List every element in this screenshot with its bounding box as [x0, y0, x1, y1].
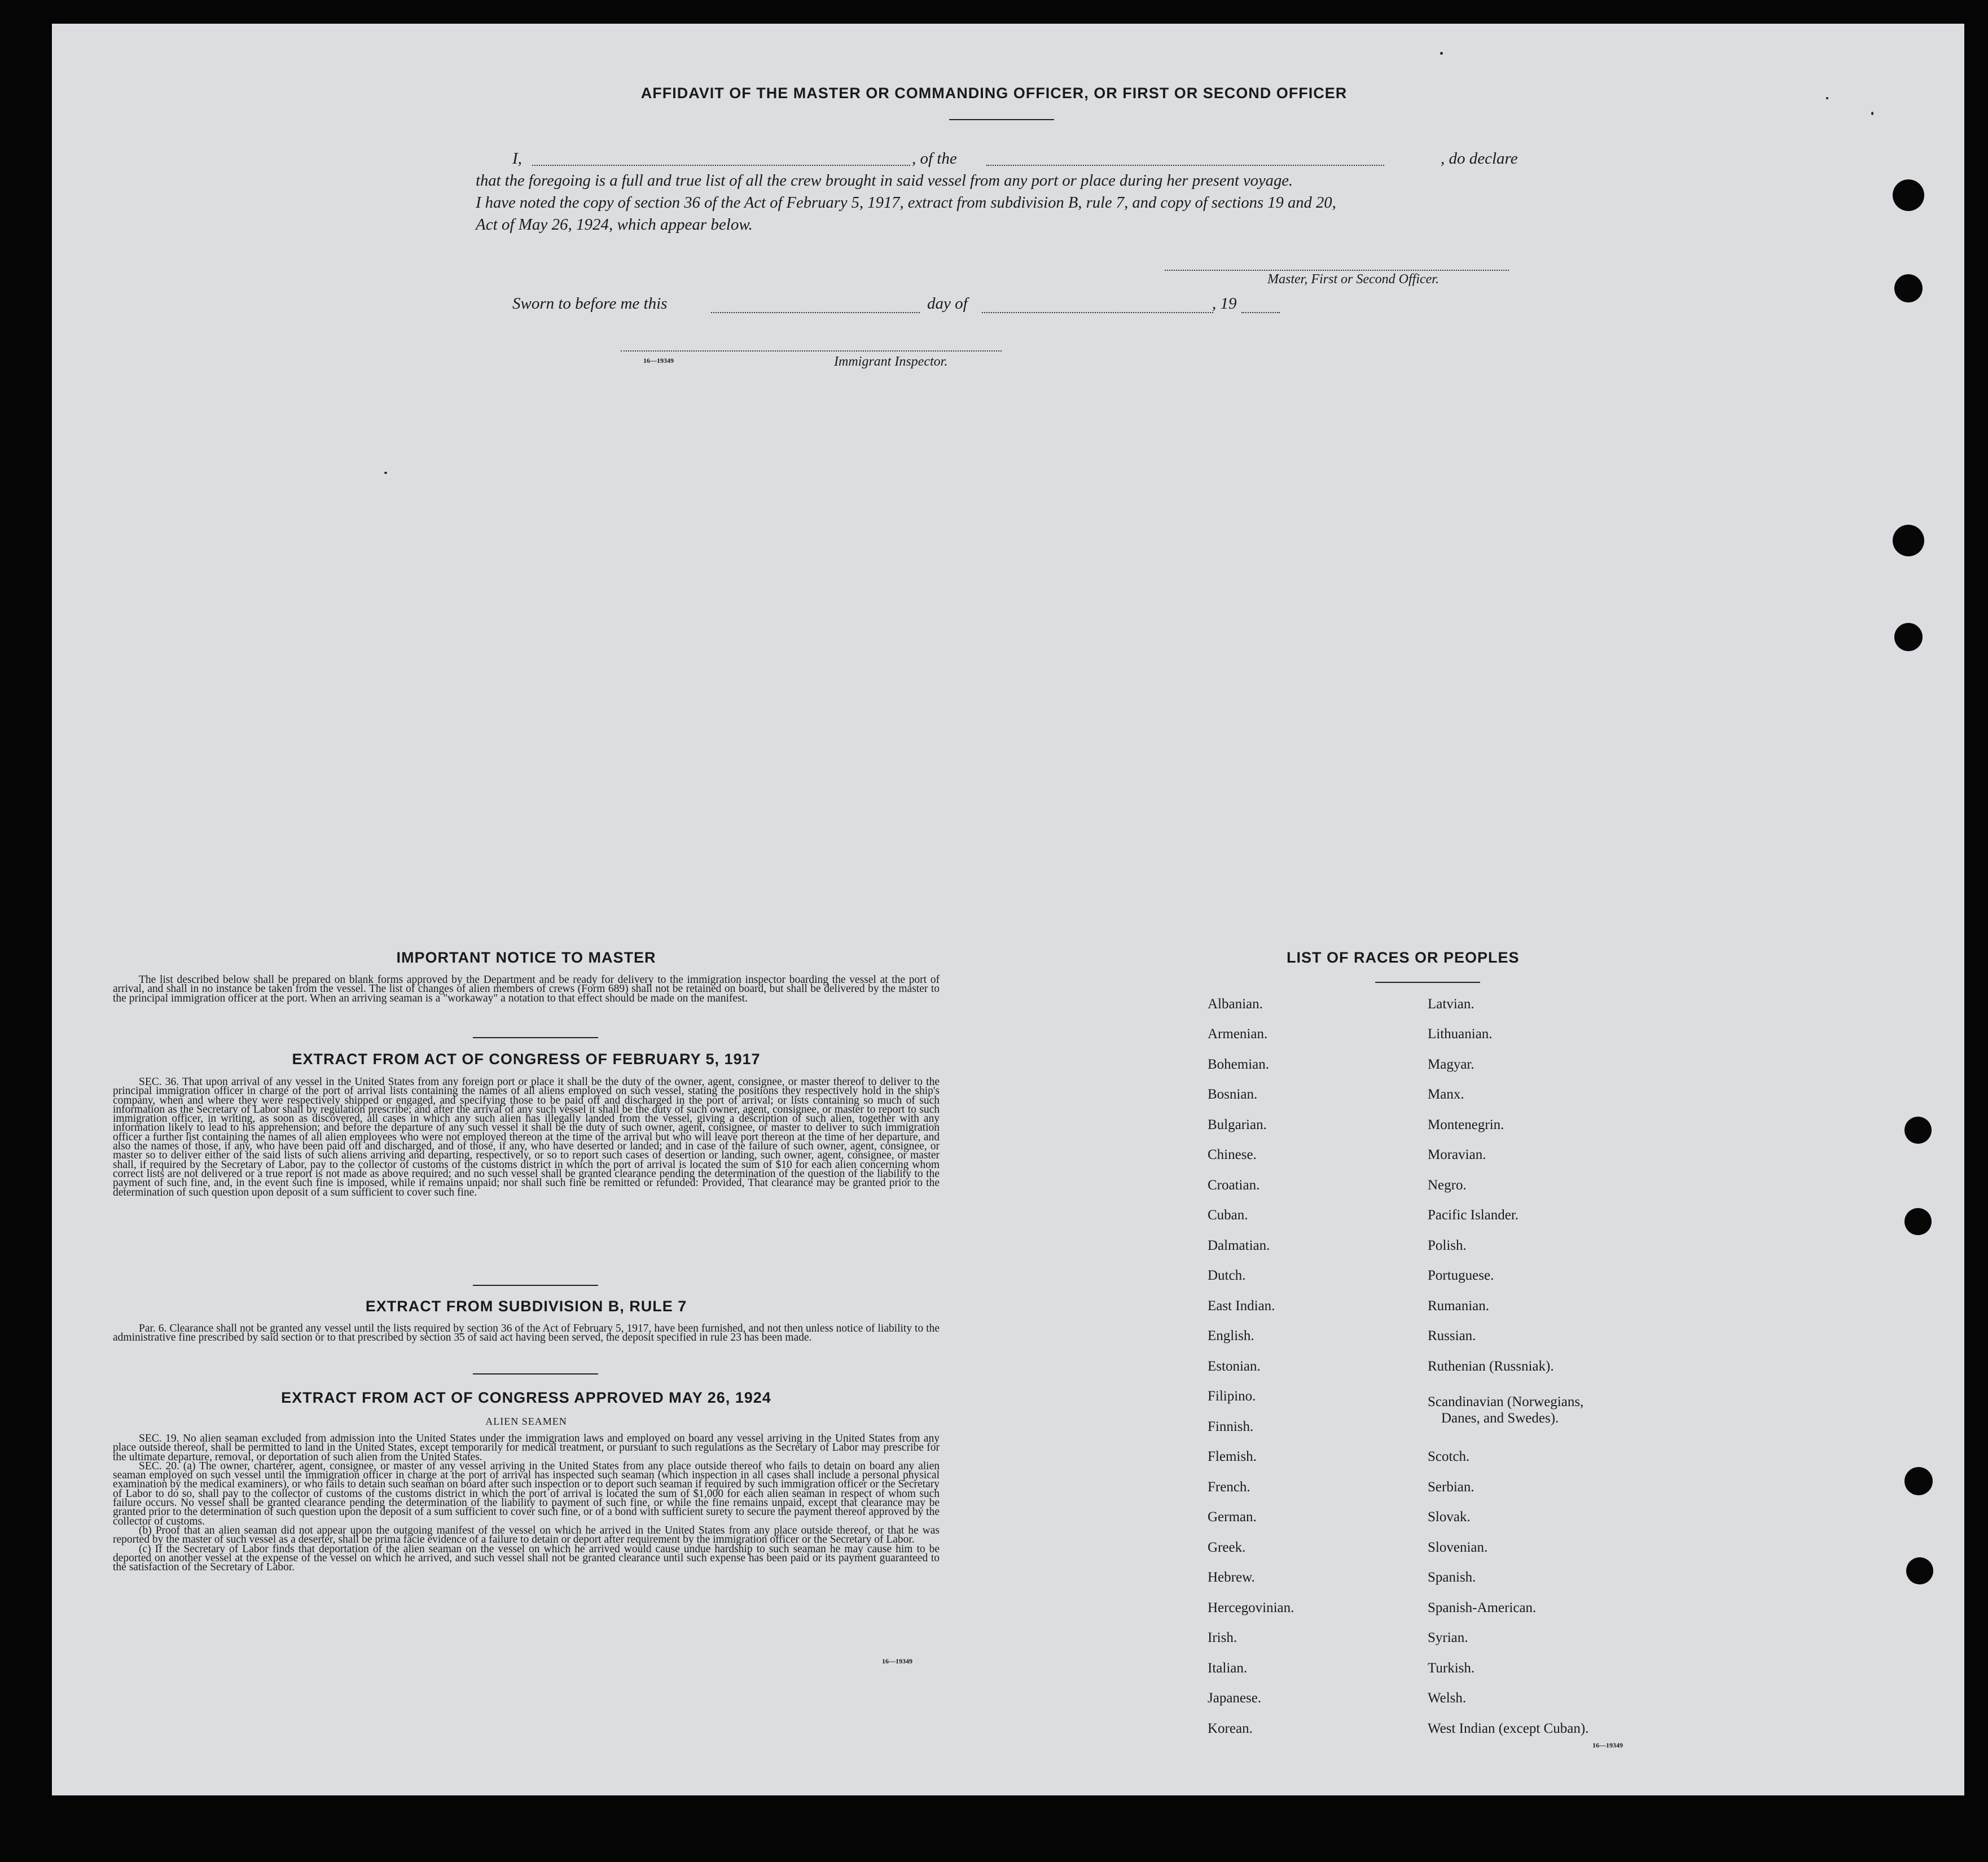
race-item: Korean. [1208, 1721, 1253, 1736]
race-item: Negro. [1428, 1178, 1467, 1193]
race-item: Dutch. [1208, 1268, 1246, 1283]
speck [1440, 52, 1443, 55]
sworn-label: Sworn to before me this [512, 295, 668, 313]
race-item: Italian. [1208, 1661, 1248, 1676]
race-item: Ruthenian (Russniak). [1428, 1359, 1554, 1374]
section-20b-paragraph: (b) Proof that an alien seaman did not appear upon the outgoing manifest of the vessel on which he arrived in the United States from any place outside thereof, or that he was reported by the master of such vessel as a deserter, shall be prima facie evidence of a failure to detain or deport after requirement by the immigration officer or the Secretary of Labor. [113, 1524, 940, 1546]
race-item: Pacific Islander. [1428, 1207, 1519, 1223]
notice-text [113, 976, 940, 1003]
section-36-paragraph: SEC. 36. That upon arrival of any vessel in the United States from any foreign port or place it shall be the duty of the owner, agent, consignee, or master thereof to deliver to the principal immigration officer in charge of the port of arrival lists containing the names of all aliens employed on such vessel, stating the positions they respectively hold in the ship's company, when and where they were respectively shipped or engaged, and specifying those to be paid off and discharged in the port of arrival; or lists containing so much of such information as the Secretary of Labor shall by regulation prescribe; and after the arrival of any such vessel it shall be the duty of such owner, agent, consignee, or master to report to such immigration officer, in writing, as soon as discovered, all cases in which any such alien has illegally landed from the vessel, giving a description of such alien, together with any information likely to lead to his apprehension; and before the departure of any such vessel it shall be the duty of such owner, agent, consignee, or master to deliver to such immigration officer a further list containing the names of all alien employees who were not employed thereon at the time of the arrival but who will leave port thereon at the time of her departure, and also the names of those, if any, who have been paid off and discharged, and of those, if any, who have deserted or landed; and in case of the failure of such owner, agent, consignee, or master so to deliver either of the said lists of such aliens arriving and departing, respectively, or so to report such cases of desertion or landing, such owner, agent, consignee, or master shall, if required by the Secretary of Labor, pay to the collector of customs of the customs district in which the port of arrival is located the sum of $10 for each alien concerning whom correct lists are not delivered or a true report is not made as above required; and no such vessel shall be granted clearance pending the determination of the question of the liability to the payment of such fine, and, in the event such fine is imposed, while it remains unpaid; nor shall such fine be remitted or refunded: Provided, That clearance may be granted prior to the determination of such question upon deposit of a sum sufficient to cover such fine. [113, 1076, 940, 1198]
race-item: Greek. [1208, 1540, 1246, 1555]
of-the-label: , of the [912, 150, 957, 168]
race-item: Flemish. [1208, 1449, 1257, 1464]
name-blank[interactable] [532, 165, 910, 166]
race-item: East Indian. [1208, 1298, 1275, 1314]
race-item: Welsh. [1428, 1690, 1467, 1706]
day-of-label: day of [927, 295, 968, 313]
notice-title: IMPORTANT NOTICE TO MASTER [396, 949, 656, 966]
race-item: Turkish. [1428, 1661, 1475, 1676]
sworn-day-blank[interactable] [711, 312, 920, 313]
title-divider [949, 119, 1054, 120]
punch-hole-1 [1893, 179, 1924, 211]
inspector-signature-line[interactable] [621, 350, 1002, 352]
year-label: , 19 [1212, 295, 1237, 313]
year-blank[interactable] [1241, 312, 1280, 313]
form-number: 16—19349 [882, 1657, 912, 1665]
race-item: Armenian. [1208, 1026, 1268, 1042]
section-divider [473, 1373, 598, 1374]
race-item: Spanish-American. [1428, 1600, 1537, 1615]
race-item: Croatian. [1208, 1178, 1260, 1193]
race-item: Chinese. [1208, 1147, 1257, 1162]
form-number: 16—19349 [1592, 1741, 1623, 1749]
race-item: French. [1208, 1479, 1250, 1495]
declaration-line-4: Act of May 26, 1924, which appear below. [476, 216, 753, 234]
race-item: Bosnian. [1208, 1087, 1258, 1102]
extract-1924-title: EXTRACT FROM ACT OF CONGRESS APPROVED MAY 26, 1924 [281, 1389, 771, 1406]
punch-hole-4 [1894, 623, 1923, 651]
punch-hole-8 [1906, 1557, 1933, 1584]
section-divider [473, 1285, 598, 1286]
punch-hole-2 [1894, 274, 1923, 302]
paragraph-6: Par. 6. Clearance shall not be granted any vessel until the lists required by section 36 of the Act of February 5, 1917, have been furnished, and not then unless notice of liability to the administrative fine prescribed by said section or to that prescribed by section 35 of said act having been served, the deposit specified in rule 23 has been made. [113, 1323, 940, 1344]
speck [384, 472, 387, 474]
race-item: Estonian. [1208, 1359, 1261, 1374]
race-item: Slovenian. [1428, 1540, 1488, 1555]
extract-rule7-title: EXTRACT FROM SUBDIVISION B, RULE 7 [365, 1298, 687, 1315]
race-item: Syrian. [1428, 1630, 1468, 1645]
race-item: Spanish. [1428, 1570, 1476, 1585]
section-20c-paragraph: (c) If the Secretary of Labor finds that deportation of the alien seaman on the vessel on which he arrived would cause undue hardship to such seaman he may cause him to be deported on another vessel at the expense of the vessel on which he arrived, and such vessel shall not be granted clearance until such expense has been paid or its payment guaranteed to the satisfaction of the Secretary of Labor. [113, 1543, 940, 1574]
race-item: Bohemian. [1208, 1057, 1270, 1072]
do-declare-label: , do declare [1441, 150, 1518, 168]
extract-1924-text [113, 1434, 940, 1572]
race-item: Serbian. [1428, 1479, 1474, 1495]
form-number: 16—19349 [643, 357, 674, 365]
race-item: Finnish. [1208, 1419, 1254, 1434]
race-item: Hebrew. [1208, 1570, 1255, 1585]
race-item: Bulgarian. [1208, 1117, 1267, 1132]
race-item: Hercegovinian. [1208, 1600, 1294, 1615]
race-item: Magyar. [1428, 1057, 1474, 1072]
race-item: Irish. [1208, 1630, 1237, 1645]
declaration [476, 148, 1531, 238]
race-item: Dalmatian. [1208, 1238, 1270, 1253]
speck [1871, 112, 1873, 115]
race-item: Manx. [1428, 1087, 1464, 1102]
declaration-line-2: that the foregoing is a full and true list of all the crew brought in said vessel from any port or place during her present voyage. [476, 172, 1293, 190]
race-item: Danes, and Swedes). [1441, 1411, 1559, 1426]
race-item: Rumanian. [1428, 1298, 1490, 1314]
section-divider [473, 1037, 598, 1038]
race-item: Scotch. [1428, 1449, 1470, 1464]
vessel-blank[interactable] [986, 165, 1384, 166]
signature-caption: Master, First or Second Officer. [1267, 272, 1439, 287]
section-19-paragraph: SEC. 19. No alien seaman excluded from admission into the United States under the immigration laws and employed on board any vessel arriving in the United States from any place outside thereof, shall be permitted to land in the United States, except temporarily for medical treatment, or pursuant to such regulations as the Secretary of Labor may prescribe for the ultimate departure, removal, or deportation of such alien from the United States. [113, 1433, 940, 1463]
race-item: Montenegrin. [1428, 1117, 1504, 1132]
declaration-line-3: I have noted the copy of section 36 of the Act of February 5, 1917, extract from subdivision B, rule 7, and copy of sections 19 and 20, [476, 194, 1336, 212]
signature-line[interactable] [1165, 270, 1509, 271]
punch-hole-6 [1904, 1208, 1932, 1235]
inspector-caption: Immigrant Inspector. [834, 354, 948, 369]
race-item: Portuguese. [1428, 1268, 1494, 1283]
alien-seamen-subtitle: ALIEN SEAMEN [485, 1416, 567, 1427]
race-item: Scandinavian (Norwegians, [1428, 1394, 1584, 1409]
punch-hole-5 [1904, 1117, 1932, 1144]
affidavit-title: AFFIDAVIT OF THE MASTER OR COMMANDING OFFICER, OR FIRST OR SECOND OFFICER [640, 85, 1348, 102]
race-item: German. [1208, 1509, 1257, 1525]
extract-1917-title: EXTRACT FROM ACT OF CONGRESS OF FEBRUARY 5, 1917 [292, 1051, 761, 1068]
punch-hole-7 [1904, 1467, 1933, 1495]
punch-hole-3 [1893, 525, 1924, 556]
section-20a-paragraph: SEC. 20. (a) The owner, charterer, agent, consignee, or master of any vessel arriving in the United States from any place outside thereof who fails to detain on board any alien seaman employed on such vessel until the immigration officer in charge at the port of arrival has inspected such seaman (which inspection in all cases shall include a personal physical examination by the medical examiners), or who fails to detain such seaman on board after such inspection or to deport such seaman if required by such immigration officer or the Secretary of Labor to do so, shall pay to the collector of customs of the customs district in which the port of arrival is located the sum of $1,000 for each alien seaman in respect of whom such failure occurs. No vessel shall be granted clearance pending the determination of the liability to payment of such fine, or while the fine remains unpaid, except that clearance may be granted prior to the determination of such question upon the deposit of a sum sufficient to cover such fine, or of a bond with sufficient surety to secure the payment thereof approved by the collector of customs. [113, 1460, 940, 1527]
extract-1917-text [113, 1078, 940, 1197]
race-item: Albanian. [1208, 996, 1263, 1012]
race-item: Moravian. [1428, 1147, 1486, 1162]
race-item: Cuban. [1208, 1207, 1248, 1223]
races-right-column [1428, 996, 1682, 1737]
race-item: West Indian (except Cuban). [1428, 1721, 1589, 1736]
races-title: LIST OF RACES OR PEOPLES [1287, 949, 1520, 966]
race-item: Slovak. [1428, 1509, 1471, 1525]
race-item: Latvian. [1428, 996, 1474, 1012]
race-item: Lithuanian. [1428, 1026, 1493, 1042]
race-item: Filipino. [1208, 1389, 1256, 1404]
extract-rule7-text [113, 1324, 940, 1343]
notice-paragraph: The list described below shall be prepared on blank forms approved by the Department and be ready for delivery to the immigration inspector boarding the vessel at the port of arrival, and shall in no instance be taken from the vessel. The list of changes of alien members of crews (Form 689) shall not be retained on board, but shall be delivered by the master to the principal immigration officer at the port. When an arriving seaman is a "workaway" a notation to that effect should be made on the manifest. [113, 974, 940, 1004]
race-item: English. [1208, 1328, 1254, 1343]
race-item: Japanese. [1208, 1690, 1262, 1706]
races-left-column [1208, 996, 1411, 1736]
races-divider [1375, 982, 1480, 983]
race-item: Russian. [1428, 1328, 1476, 1343]
i-label: I, [512, 150, 522, 168]
race-item: Polish. [1428, 1238, 1467, 1253]
sworn-month-blank[interactable] [982, 312, 1213, 313]
